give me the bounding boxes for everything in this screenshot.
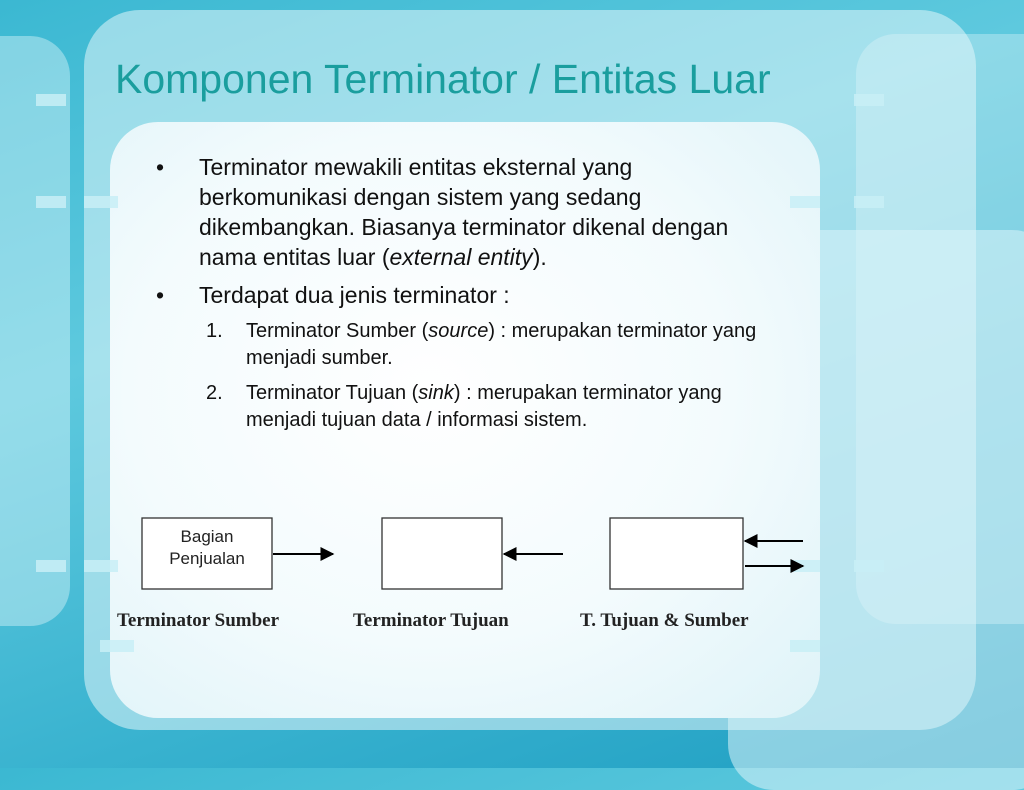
source-box-label-line: Bagian — [180, 527, 234, 546]
slide-title: Komponen Terminator / Entitas Luar — [115, 56, 771, 102]
numbered-text-segment: ) : merupakan terminator yang menjadi tujuan data / informasi sistem. — [246, 382, 722, 431]
numbered-text-italic: sink — [418, 382, 454, 404]
numbered-text-segment: ) : merupakan terminator yang menjadi sumber. — [246, 320, 757, 369]
caption-terminator-tujuan: Terminator Tujuan — [353, 610, 509, 631]
bullet-text: Terdapat dua jenis terminator : — [199, 282, 510, 308]
caption-terminator-sumber: Terminator Sumber — [117, 610, 280, 631]
bullet-text-italic: external entity — [389, 244, 533, 270]
caption-tujuan-sumber: T. Tujuan & Sumber — [580, 610, 749, 631]
source-box-label — [142, 526, 272, 570]
terminator-sink-source-box — [610, 518, 743, 589]
item-number: 2. — [206, 382, 223, 404]
bullet-dot: • — [156, 282, 165, 308]
terminator-sink-box — [382, 518, 502, 589]
numbered-text-segment: Terminator Sumber ( — [246, 320, 429, 342]
bullet-text-segment: ). — [532, 244, 547, 270]
item-number: 1. — [206, 320, 223, 342]
bullet-text-segment: Terminator mewakili entitas eksternal yang berkomunikasi dengan sistem yang sedang dikembangkan. Biasanya terminator dikenal dengan nama entitas luar ( — [199, 154, 729, 270]
numbered-text-italic: source — [428, 320, 489, 342]
numbered-text-segment: Terminator Tujuan ( — [246, 382, 419, 404]
source-box-label-line: Penjualan — [169, 549, 245, 568]
bullet-dot: • — [156, 154, 165, 180]
